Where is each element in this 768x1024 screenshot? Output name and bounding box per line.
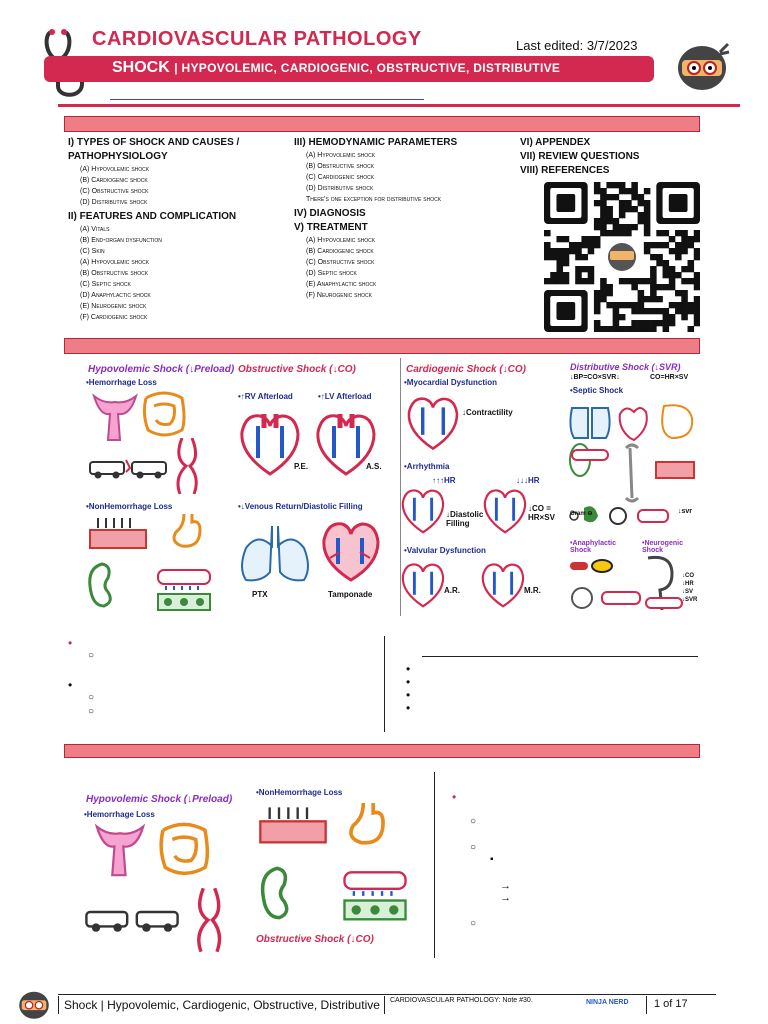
skin-burn-icon bbox=[88, 516, 148, 552]
bullet-point: • bbox=[406, 662, 411, 676]
footer-rule bbox=[58, 994, 716, 995]
ar-label: A.R. bbox=[444, 586, 460, 595]
toc-item[interactable]: (F) Cardiogenic shock bbox=[80, 314, 148, 321]
hypovolemic-figure bbox=[84, 784, 424, 958]
sub-bullet-point: ○ bbox=[88, 706, 95, 717]
distributive-title: Distributive Shock (↓SVR) bbox=[570, 362, 681, 372]
hr-up-label: ↑↑↑HR bbox=[432, 476, 456, 485]
footer-divider bbox=[384, 996, 385, 1014]
skin-burn-icon bbox=[258, 804, 328, 848]
footer-divider bbox=[58, 996, 59, 1014]
capillary-leak-icon bbox=[156, 568, 212, 614]
septic-shock-icons bbox=[568, 398, 698, 542]
nonhemorrhage-label: •NonHemorrhage Loss bbox=[86, 502, 173, 511]
toc-item[interactable]: (E) Neurogenic shock bbox=[80, 303, 147, 310]
bullet-point: • bbox=[68, 636, 73, 650]
uterus-icon bbox=[90, 820, 150, 884]
toc-section-1[interactable]: I) TYPES OF SHOCK AND CAUSES / bbox=[68, 137, 240, 148]
toc-item[interactable]: (D) Distributive shock bbox=[80, 199, 148, 206]
toc-item[interactable]: There's one exception for distributive shock bbox=[306, 196, 442, 203]
ninja-logo-icon bbox=[674, 40, 730, 92]
tamponade-label: Tamponade bbox=[328, 590, 373, 599]
neurogenic-label: •Neurogenic Shock bbox=[642, 540, 683, 554]
sub-bullet-point: ○ bbox=[88, 650, 95, 661]
heart-icon bbox=[482, 484, 528, 536]
septic-shock-label: •Septic Shock bbox=[570, 386, 624, 395]
kidney-icon bbox=[260, 866, 294, 920]
uterus-icon bbox=[90, 390, 140, 448]
toc-column-1 bbox=[68, 136, 288, 323]
heart-icon bbox=[400, 484, 446, 536]
sub-bullet-point: ○ bbox=[88, 692, 95, 703]
shock-types-figure bbox=[82, 358, 702, 620]
toc-item[interactable]: (B) Cardiogenic shock bbox=[80, 177, 148, 184]
stomach-icon bbox=[346, 800, 388, 848]
svr-label: ↓svr bbox=[678, 508, 693, 515]
link-underline bbox=[110, 99, 424, 100]
hemorrhage-label: •Hemorrhage Loss bbox=[86, 378, 157, 387]
toc-item[interactable]: (F) Neurogenic shock bbox=[306, 292, 372, 299]
co-equation-label: ↓CO = HR×SV bbox=[528, 504, 555, 522]
cardiogenic-title: Cardiogenic Shock (↓CO) bbox=[406, 364, 527, 375]
toc-section-6[interactable]: VI) APPENDEX bbox=[520, 137, 591, 148]
toc-column-2 bbox=[294, 136, 504, 301]
gram-label: Gram ⊖ bbox=[570, 511, 593, 517]
hemorrhage-label: •Hemorrhage Loss bbox=[84, 810, 155, 819]
obstructive-title: Obstructive Shock (↓CO) bbox=[256, 934, 374, 945]
toc-item[interactable]: (A) Hypovolemic shock bbox=[80, 259, 150, 266]
valvular-label: •Valvular Dysfunction bbox=[404, 546, 486, 555]
toc-section-8[interactable]: VIII) REFERENCES bbox=[520, 165, 610, 176]
pe-label: P.E. bbox=[294, 462, 309, 471]
lv-afterload-label: •↑LV Afterload bbox=[318, 392, 372, 401]
bullet-point: • bbox=[406, 675, 411, 689]
footer-doc-title: Shock | Hypovolemic, Cardiogenic, Obstructive, Distributive bbox=[64, 998, 380, 1012]
toc-section-5[interactable]: V) TREATMENT bbox=[294, 222, 368, 233]
intestine-icon bbox=[156, 820, 212, 880]
notes-rule bbox=[422, 656, 698, 657]
sub-bullet-point: ○ bbox=[470, 918, 477, 929]
tamponade-heart-icon bbox=[320, 518, 382, 584]
car-crash-icon bbox=[84, 902, 180, 934]
obstructive-title: Obstructive Shock (↓CO) bbox=[238, 364, 356, 375]
ninja-footer-icon bbox=[16, 988, 52, 1020]
stomach-icon bbox=[170, 512, 204, 550]
kidney-icon bbox=[88, 562, 116, 608]
arrow-bullet: → bbox=[500, 892, 511, 904]
bp-equation: ↓BP=CO×SVR↓ bbox=[570, 374, 620, 381]
footer-divider bbox=[646, 996, 647, 1014]
toc-item[interactable]: (D) Distributive shock bbox=[306, 185, 374, 192]
sub-bullet-point: ○ bbox=[470, 816, 477, 827]
sub-sub-bullet-point: ▪ bbox=[490, 854, 494, 865]
nonhemorrhage-label: •NonHemorrhage Loss bbox=[256, 788, 343, 797]
car-crash-icon bbox=[88, 454, 168, 480]
toc-item[interactable]: (D) Anaphylactic shock bbox=[80, 292, 151, 299]
banner-main: SHOCK bbox=[112, 59, 170, 76]
mr-label: M.R. bbox=[524, 586, 541, 595]
venous-return-label: •↓Venous Return/Diastolic Filling bbox=[238, 502, 363, 511]
arrow-bullet: → bbox=[500, 880, 511, 892]
toc-section-1b[interactable]: PATHOPHYSIOLOGY bbox=[68, 151, 168, 162]
section-bar bbox=[64, 744, 700, 758]
diastolic-filling-label: ↓Diastolic Filling bbox=[446, 510, 484, 528]
toc-item[interactable]: (A) Vitals bbox=[80, 226, 110, 233]
toc-item[interactable]: (A) Hypovolemic shock bbox=[306, 237, 376, 244]
lungs-icon bbox=[238, 522, 312, 584]
header-rule bbox=[58, 104, 740, 107]
toc-item[interactable]: (B) Cardiogenic shock bbox=[306, 248, 374, 255]
heart-icon bbox=[238, 408, 302, 478]
co-equation: CO=HR×SV bbox=[650, 374, 689, 381]
toc-item[interactable]: (C) Septic shock bbox=[80, 281, 131, 288]
footer-note: CARDIOVASCULAR PATHOLOGY: Note #30. bbox=[390, 997, 533, 1004]
hypovolemic-title: Hypovolemic Shock (↓Preload) bbox=[88, 364, 235, 375]
arrhythmia-label: •Arrhythmia bbox=[404, 462, 450, 471]
intestine-icon bbox=[140, 390, 188, 440]
notes-divider bbox=[384, 636, 385, 732]
title-banner bbox=[44, 56, 654, 82]
toc-item[interactable]: (C) Skin bbox=[80, 248, 105, 255]
last-edited: Last edited: 3/7/2023 bbox=[516, 38, 638, 53]
myocardial-label: •Myocardial Dysfunction bbox=[404, 378, 498, 387]
toc-item[interactable]: (A) Hypovolemic shock bbox=[80, 166, 150, 173]
heart-icon bbox=[480, 558, 526, 610]
toc-item[interactable]: (C) Cardiogenic shock bbox=[306, 174, 375, 181]
toc-item[interactable]: (B) End-organ dysfunction bbox=[80, 237, 162, 244]
bullet-point: • bbox=[68, 678, 73, 692]
sub-bullet-point: ○ bbox=[470, 842, 477, 853]
rv-afterload-label: •↑RV Afterload bbox=[238, 392, 293, 401]
bullet-point: • bbox=[452, 790, 457, 804]
hr-down-label: ↓↓↓HR bbox=[516, 476, 540, 485]
toc-item[interactable]: (A) Hypovolemic shock bbox=[306, 152, 376, 159]
toc-section-2[interactable]: II) FEATURES AND COMPLICATION bbox=[68, 211, 237, 222]
neurogenic-hemodynamics: ↓CO ↓HR ↓SV ↓SVR bbox=[682, 573, 698, 603]
qr-code[interactable] bbox=[544, 182, 700, 332]
toc-section-4[interactable]: IV) DIAGNOSIS bbox=[294, 208, 366, 219]
aneurysm-icon bbox=[172, 438, 202, 494]
aneurysm-icon bbox=[192, 888, 226, 952]
anaphylactic-label: •Anaphylactic Shock bbox=[570, 540, 617, 554]
as-label: A.S. bbox=[366, 462, 382, 471]
bullet-point: • bbox=[406, 688, 411, 702]
toc-item[interactable]: (C) Obstructive shock bbox=[80, 188, 149, 195]
toc-section-7[interactable]: VII) REVIEW QUESTIONS bbox=[520, 151, 640, 162]
notes-divider bbox=[434, 772, 435, 958]
capillary-leak-icon bbox=[342, 870, 408, 924]
page-number: 1 of 17 bbox=[654, 998, 688, 1010]
heart-icon bbox=[404, 392, 462, 452]
toc-item[interactable]: (E) Anaphylactic shock bbox=[306, 281, 377, 288]
anaphylaxis-icons bbox=[568, 558, 644, 616]
ptx-label: PTX bbox=[252, 590, 268, 599]
toc-bar bbox=[64, 116, 700, 132]
toc-item[interactable]: (C) Obstructive shock bbox=[306, 259, 375, 266]
footer-brand: NINJA NERD bbox=[586, 999, 629, 1006]
toc-item[interactable]: (B) Obstructive shock bbox=[80, 270, 149, 277]
toc-column-3 bbox=[520, 136, 700, 178]
toc-section-3[interactable]: III) HEMODYNAMIC PARAMETERS bbox=[294, 137, 458, 148]
heart-icon bbox=[400, 558, 446, 610]
page-title: CARDIOVASCULAR PATHOLOGY bbox=[92, 28, 422, 50]
contractility-label: ↓Contractility bbox=[462, 408, 513, 417]
toc-item[interactable]: (B) Obstructive shock bbox=[306, 163, 375, 170]
figure-bar bbox=[64, 338, 700, 354]
bullet-point: • bbox=[406, 701, 411, 715]
banner-sub: | HYPOVOLEMIC, CARDIOGENIC, OBSTRUCTIVE, DISTRIBUTIVE bbox=[174, 61, 561, 75]
hypovolemic-title: Hypovolemic Shock (↓Preload) bbox=[86, 794, 233, 805]
toc-item[interactable]: (D) Septic shock bbox=[306, 270, 357, 277]
